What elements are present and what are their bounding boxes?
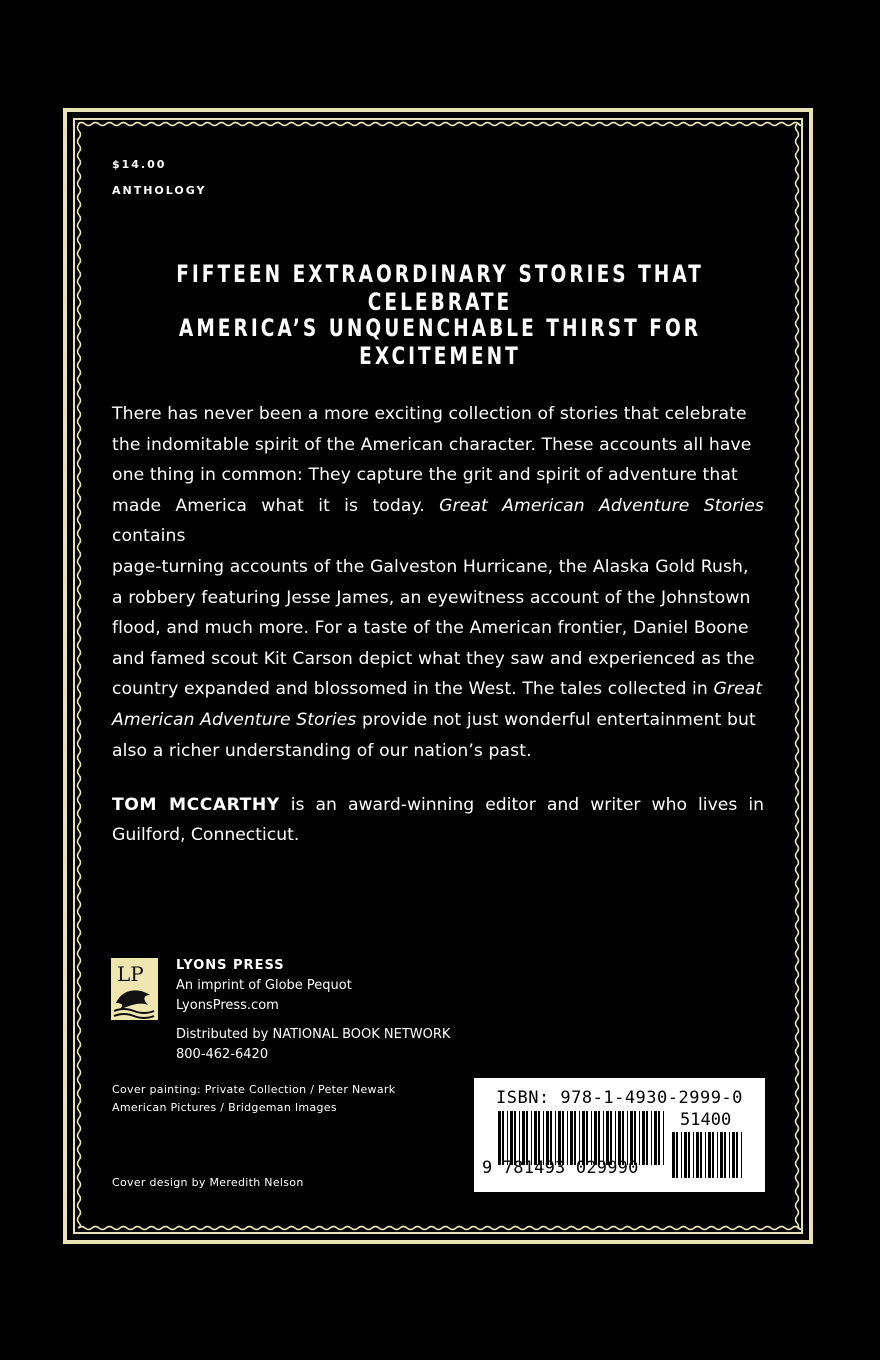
barcode-bar xyxy=(639,1111,640,1165)
price-code: 51400 xyxy=(680,1110,732,1130)
distributor-text: Distributed by NATIONAL BOOK NETWORK xyxy=(176,1027,451,1042)
barcode-bar xyxy=(579,1111,580,1165)
barcode-bar xyxy=(618,1111,621,1165)
barcode-bars xyxy=(498,1111,668,1165)
description-line: and famed scout Kit Carson depict what they saw and experienced as the xyxy=(112,648,755,669)
description-line: also a richer understanding of our nation’s past. xyxy=(112,740,532,761)
barcode-bar xyxy=(574,1111,576,1165)
barcode-bar xyxy=(514,1111,516,1165)
barcode-bar xyxy=(627,1111,628,1165)
barcode-bar xyxy=(526,1111,528,1165)
barcode-digits: 9 781493 029990 xyxy=(482,1158,639,1178)
cover-painting-credit-2: American Pictures / Bridgeman Images xyxy=(112,1101,337,1114)
barcode-bar xyxy=(510,1111,513,1165)
barcode-bar xyxy=(598,1111,600,1165)
barcode-bar xyxy=(534,1111,537,1165)
barcode-bar xyxy=(519,1111,520,1165)
barcode-bar xyxy=(712,1132,714,1178)
description-line: one thing in common: They capture the grit and spirit of adventure that xyxy=(112,465,738,486)
isbn-number: ISBN: 978-1-4930-2999-0 xyxy=(496,1088,743,1108)
barcode-bar xyxy=(736,1132,738,1178)
publisher-name: LYONS PRESS xyxy=(176,958,285,973)
author-bio-text: is an award-winning editor and writer who lives in Guilford, Connecticut. xyxy=(112,795,764,845)
book-title-italic: Great American Adventure Stories xyxy=(439,495,764,516)
barcode-bar xyxy=(502,1111,504,1165)
barcode-bar xyxy=(741,1132,742,1178)
barcode-bar xyxy=(672,1132,675,1178)
barcode-bar xyxy=(531,1111,532,1165)
author-name: TOM MCCARTHY xyxy=(112,795,280,815)
barcode-bar xyxy=(693,1132,694,1178)
barcode-bar xyxy=(606,1111,609,1165)
barcode-bar xyxy=(700,1132,702,1178)
barcode-bar xyxy=(562,1111,564,1165)
barcode-bar xyxy=(498,1111,501,1165)
barcode-bar xyxy=(663,1111,664,1165)
barcode-bar xyxy=(654,1111,657,1165)
lyons-press-logo xyxy=(111,958,158,1020)
barcode-bar xyxy=(688,1132,690,1178)
barcode-bar xyxy=(558,1111,561,1165)
logo-lettering: LP xyxy=(117,962,144,986)
description-text: contains xyxy=(112,526,186,547)
barcode-bar xyxy=(550,1111,552,1165)
description-line xyxy=(112,705,764,736)
category-label: ANTHOLOGY xyxy=(112,184,207,197)
description-line: the indomitable spirit of the American character. These accounts all have xyxy=(112,434,752,455)
barcode-bar xyxy=(708,1132,711,1178)
barcode-bar xyxy=(684,1132,687,1178)
barcode-bar xyxy=(610,1111,612,1165)
barcode-bar xyxy=(717,1132,718,1178)
headline-line-2: AMERICA’S UNQUENCHABLE THIRST FOR EXCITEMENT xyxy=(178,314,702,370)
barcode-bar xyxy=(646,1111,648,1165)
barcode-bar xyxy=(630,1111,633,1165)
distributor-phone: 800-462-6420 xyxy=(176,1047,269,1062)
description-paragraph xyxy=(112,399,764,766)
barcode-bar xyxy=(724,1132,726,1178)
cover-design-credit: Cover design by Meredith Nelson xyxy=(112,1176,304,1189)
barcode-bar xyxy=(705,1132,706,1178)
barcode-bar xyxy=(586,1111,588,1165)
description-line: a robbery featuring Jesse James, an eyewitness account of the Johnstown xyxy=(112,587,751,608)
barcode-bar xyxy=(729,1132,730,1178)
barcode-bar xyxy=(603,1111,604,1165)
barcode-bar xyxy=(732,1132,735,1178)
description-text: provide not just wonderful entertainment but xyxy=(362,709,756,730)
book-title-italic: American Adventure Stories xyxy=(112,709,357,730)
isbn-barcode xyxy=(474,1078,765,1192)
barcode-bar xyxy=(543,1111,544,1165)
barcode-bar xyxy=(642,1111,645,1165)
barcode-bar xyxy=(555,1111,556,1165)
cover-painting-credit-1: Cover painting: Private Collection / Peter Newark xyxy=(112,1083,396,1096)
barcode-bar xyxy=(681,1132,682,1178)
barcode-bar xyxy=(676,1132,678,1178)
barcode-bar xyxy=(720,1132,723,1178)
barcode-bar xyxy=(594,1111,597,1165)
price-label: $14.00 xyxy=(112,158,167,171)
barcode-bar xyxy=(651,1111,652,1165)
publisher-imprint: An imprint of Globe Pequot xyxy=(176,978,352,993)
barcode-bar xyxy=(582,1111,585,1165)
description-line: flood, and much more. For a taste of the American frontier, Daniel Boone xyxy=(112,618,749,639)
barcode-bar xyxy=(522,1111,525,1165)
barcode-bar xyxy=(696,1132,699,1178)
barcode-bar xyxy=(615,1111,616,1165)
barcode-addon-bars xyxy=(672,1132,744,1178)
book-title-italic: Great xyxy=(713,679,763,700)
barcode-bar xyxy=(570,1111,573,1165)
headline-line-1: FIFTEEN EXTRAORDINARY STORIES THAT CELEBRATE xyxy=(176,260,704,316)
barcode-bar xyxy=(538,1111,540,1165)
description-line: page-turning accounts of the Galveston Hurricane, the Alaska Gold Rush, xyxy=(112,556,749,577)
description-line xyxy=(112,674,764,705)
barcode-bar xyxy=(622,1111,624,1165)
barcode-bar xyxy=(591,1111,592,1165)
description-text: country expanded and blossomed in the West. The tales collected in xyxy=(112,679,708,700)
publisher-website: LyonsPress.com xyxy=(176,998,279,1013)
barcode-bar xyxy=(507,1111,508,1165)
author-bio xyxy=(112,790,764,850)
barcode-bar xyxy=(546,1111,549,1165)
barcode-bar xyxy=(567,1111,568,1165)
barcode-bar xyxy=(658,1111,660,1165)
barcode-bar xyxy=(634,1111,636,1165)
description-text: made America what it is today. xyxy=(112,495,425,516)
description-line xyxy=(112,491,764,552)
description-line: There has never been a more exciting collection of stories that celebrate xyxy=(112,404,747,424)
